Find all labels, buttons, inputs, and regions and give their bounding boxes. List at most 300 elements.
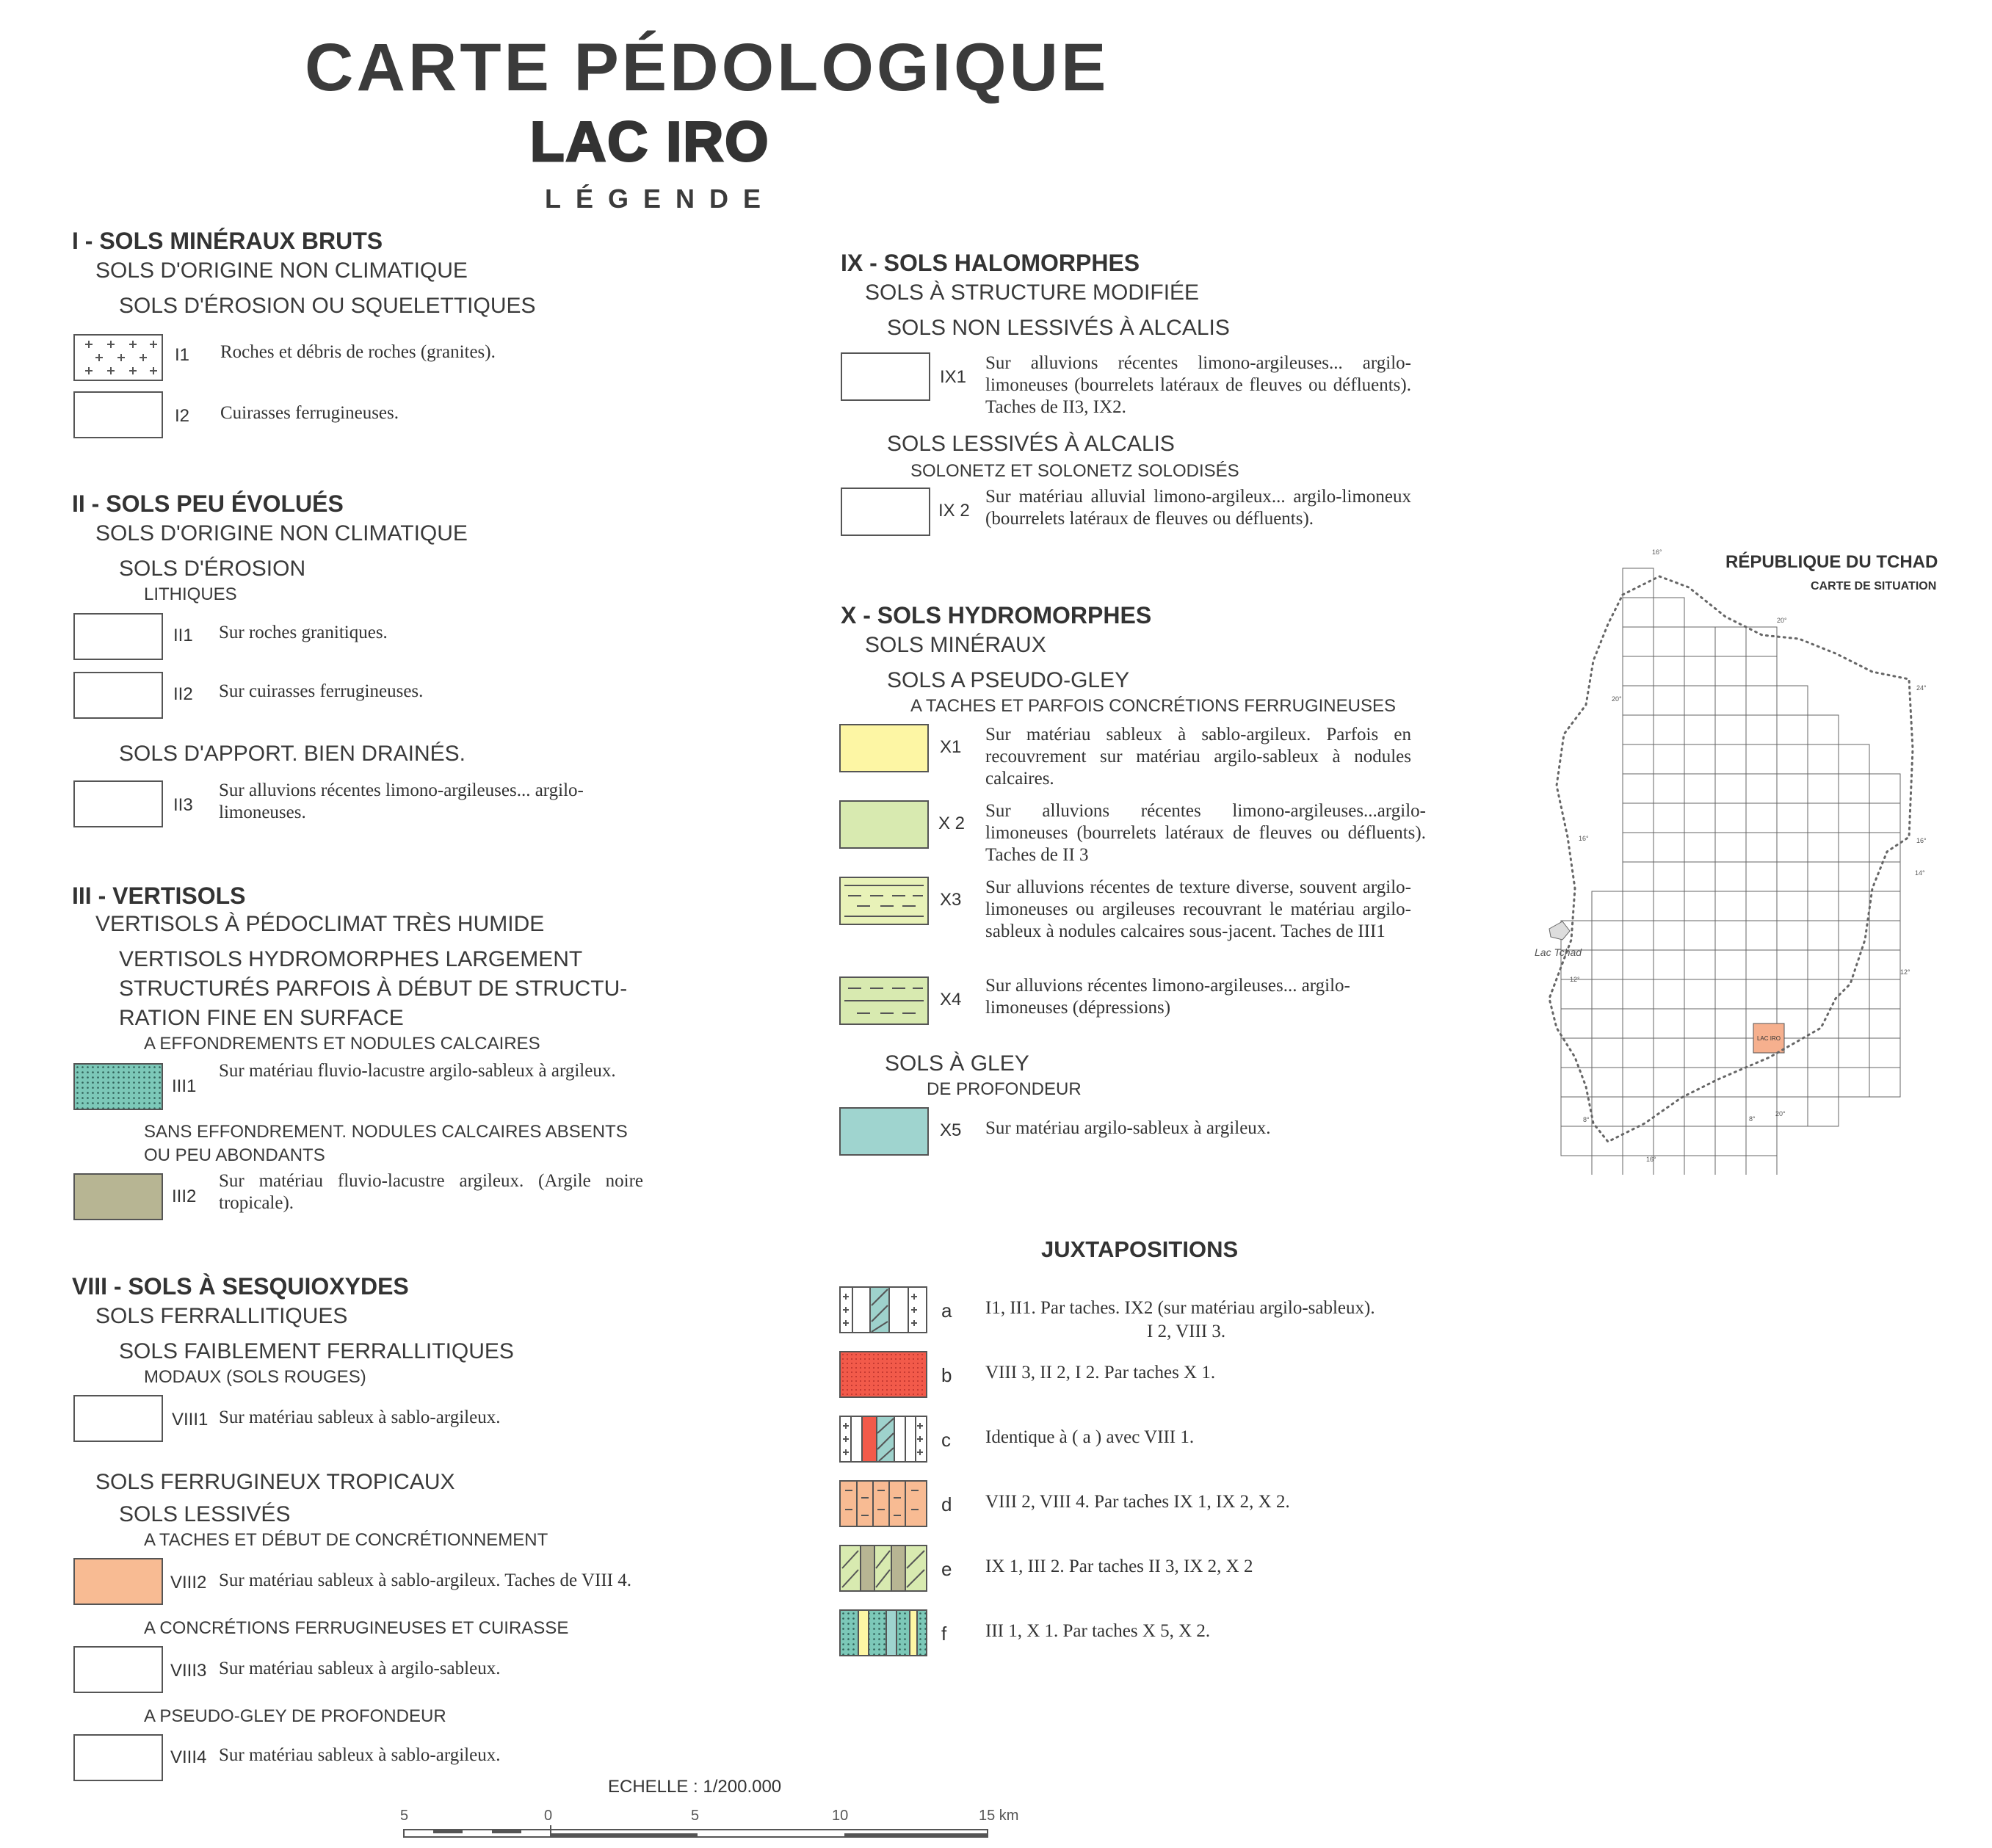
degree-label: 24°: [1916, 684, 1927, 692]
map-sheet-cell: [1715, 921, 1746, 950]
map-sheet-cell: [1715, 744, 1746, 774]
map-sheet-cell: [1839, 744, 1869, 774]
map-sheet-cell: [1777, 891, 1808, 921]
map-sheet-cell: [1869, 774, 1900, 803]
section-iii-heading: III - VERTISOLS: [72, 883, 246, 909]
map-sheet-cell: [1808, 803, 1839, 833]
map-sheet-cell: [1684, 774, 1715, 803]
section-ii-subheading: SOLS D'ORIGINE NON CLIMATIQUE: [95, 521, 468, 546]
section-ix-heading: IX - SOLS HALOMORPHES: [841, 250, 1140, 276]
map-sheet-cell: [1684, 979, 1715, 1009]
map-title: CARTE PÉDOLOGIQUE: [305, 30, 1109, 105]
degree-label: 14°: [1915, 869, 1925, 877]
map-sheet-cell: [1654, 891, 1684, 921]
map-sheet-cell: [1715, 656, 1746, 686]
section-iii-class-line2: STRUCTURÉS PARFOIS À DÉBUT DE STRUCTU-: [119, 976, 628, 1001]
dashed-pattern-green: [841, 978, 927, 1023]
map-sheet-cell: [1839, 1009, 1869, 1038]
map-sheet-cell: [1808, 774, 1839, 803]
map-sheet-cell: [1777, 833, 1808, 862]
degree-label: 8°: [1583, 1116, 1590, 1123]
situation-map: [1527, 543, 1938, 1175]
map-sheet-cell: [1715, 1156, 1746, 1175]
legend-code-x1: X1: [940, 737, 962, 757]
legend-code-ix2: IX 2: [938, 501, 970, 521]
map-sheet-cell: [1623, 833, 1654, 862]
legend-text-viii4: Sur matériau sableux à sablo-argileux.: [219, 1745, 501, 1765]
map-sheet-cell: [1715, 950, 1746, 979]
map-sheet-cell: [1777, 744, 1808, 774]
legend-text-ii3: Sur alluvions récentes limono-argileuses... argilo-limoneuses.: [219, 780, 584, 822]
map-sheet-cell: [1654, 979, 1684, 1009]
map-sheet-cell: [1684, 862, 1715, 891]
section-ix-subheading: SOLS À STRUCTURE MODIFIÉE: [865, 280, 1200, 305]
scale-bar-graphic: [400, 1824, 995, 1846]
map-sheet-cell: [1746, 1126, 1777, 1156]
dotted-pattern: [75, 1065, 162, 1109]
map-sheet-cell: [1592, 891, 1623, 921]
map-sheet-cell: [1592, 979, 1623, 1009]
map-sheet-cell: [1715, 891, 1746, 921]
map-sheet-cell: [1746, 833, 1777, 862]
section-viii-subclass-4: A PSEUDO-GLEY DE PROFONDEUR: [144, 1706, 446, 1726]
map-sheet-cell: [1869, 862, 1900, 891]
scale-tick-label: 5: [400, 1808, 409, 1824]
section-ii-class: SOLS D'ÉROSION: [119, 557, 306, 581]
map-sheet-cell: [1715, 979, 1746, 1009]
map-sheet-cell: [1654, 598, 1684, 627]
section-x-heading: X - SOLS HYDROMORPHES: [841, 602, 1152, 628]
map-sheet-cell: [1684, 833, 1715, 862]
degree-label: 16°: [1646, 1156, 1656, 1163]
map-sheet-cell: [1839, 1038, 1869, 1068]
map-sheet-cell: [1623, 715, 1654, 744]
map-sheet-cell: [1561, 1038, 1592, 1068]
map-sheet-cell: [1808, 1097, 1839, 1126]
map-sheet-cell: [1746, 891, 1777, 921]
map-sheet-cell: [1623, 862, 1654, 891]
map-sheet-cell: [1777, 803, 1808, 833]
map-sheet-cell: [1715, 1009, 1746, 1038]
juxt-pattern-d: [841, 1482, 926, 1526]
map-sheet-cell: [1623, 598, 1654, 627]
map-sheet-cell: [1654, 1038, 1684, 1068]
legend-swatch-i2: [73, 391, 163, 438]
legend-code-iii2: III2: [172, 1186, 197, 1206]
juxt-pattern-a: [841, 1288, 926, 1332]
map-sheet-cell: [1684, 1126, 1715, 1156]
section-x-subheading: SOLS MINÉRAUX: [865, 633, 1046, 657]
map-sheet-cell: [1623, 686, 1654, 715]
juxt-pattern-c: [841, 1417, 926, 1461]
legend-code-viii1: VIII1: [172, 1410, 209, 1430]
cross-pattern: [75, 336, 162, 380]
section-ix-class: SOLS NON LESSIVÉS À ALCALIS: [887, 316, 1230, 340]
legend-text-x5: Sur matériau argilo-sableux à argileux.: [985, 1118, 1271, 1138]
map-sheet-cell: [1869, 1038, 1900, 1068]
legend-code-ii3: II3: [173, 795, 193, 815]
juxt-text-e: IX 1, III 2. Par taches II 3, IX 2, X 2: [985, 1557, 1253, 1576]
section-i-subheading: SOLS D'ORIGINE NON CLIMATIQUE: [95, 258, 468, 283]
legend-text-ix1: Sur alluvions récentes limono-argileuses... argilo-limoneuses (bourrelets latéraux de fleuves ou défluents). Taches de II3, IX2.: [985, 353, 1411, 417]
map-sheet-cell: [1869, 1009, 1900, 1038]
map-sheet-cell: [1746, 1156, 1777, 1175]
juxt-text-a-line1: I1, II1. Par taches. IX2 (sur matériau argilo-sableux).: [985, 1298, 1375, 1318]
legend-code-viii3: VIII3: [170, 1661, 207, 1681]
juxtapositions-heading: JUXTAPOSITIONS: [1041, 1236, 1239, 1262]
map-sheet-cell: [1684, 656, 1715, 686]
map-sheet-cell: [1746, 950, 1777, 979]
section-viii-subclass-2: A TACHES ET DÉBUT DE CONCRÉTIONNEMENT: [144, 1530, 548, 1550]
map-sheet-cell: [1623, 568, 1654, 598]
map-sheet-cell: [1715, 862, 1746, 891]
map-sheet-cell: [1684, 1038, 1715, 1068]
olive-fill: [75, 1175, 162, 1219]
juxt-swatch-b: [839, 1351, 927, 1398]
map-sheet-cell: [1654, 950, 1684, 979]
map-sheet-cell: [1623, 1068, 1654, 1097]
map-sheet-cell: [1746, 803, 1777, 833]
map-sheet-cell: [1715, 1097, 1746, 1126]
section-iii-class-line3: RATION FINE EN SURFACE: [119, 1006, 404, 1030]
legend-text-viii2: Sur matériau sableux à sablo-argileux. Taches de VIII 4.: [219, 1570, 631, 1590]
map-sheet-cell: [1746, 921, 1777, 950]
degree-label: 16°: [1916, 837, 1927, 844]
teal-fill: [841, 1109, 927, 1154]
map-sheet-cell: [1654, 656, 1684, 686]
map-sheet-cell: [1684, 744, 1715, 774]
map-sheet-cell: [1623, 891, 1654, 921]
juxt-swatch-c: [839, 1416, 927, 1463]
legend-swatch-x2: [839, 800, 929, 849]
map-sheet-cell: [1654, 862, 1684, 891]
juxt-letter-c: c: [941, 1429, 951, 1451]
map-sheet-cell: [1839, 774, 1869, 803]
map-sheet-cell: [1746, 744, 1777, 774]
legend-code-x5: X5: [940, 1120, 962, 1140]
map-sheet-cell: [1808, 1038, 1839, 1068]
juxt-letter-d: d: [941, 1493, 952, 1515]
legend-text-ii2: Sur cuirasses ferrugineuses.: [219, 681, 424, 701]
lac-iro-cell-label: LAC IRO: [1756, 1035, 1781, 1042]
legend-code-ii2: II2: [173, 684, 193, 704]
dashed-pattern: [841, 878, 927, 924]
section-ii-subclass: LITHIQUES: [144, 584, 237, 604]
map-sheet-cell: [1592, 1097, 1623, 1126]
map-sheet-cell: [1654, 1068, 1684, 1097]
juxt-swatch-d: [839, 1480, 927, 1527]
map-sheet-cell: [1869, 803, 1900, 833]
legend-swatch-ii2: [73, 672, 163, 719]
map-sheet-cell: [1654, 921, 1684, 950]
map-sheet-cell: [1839, 1068, 1869, 1097]
section-i-heading: I - SOLS MINÉRAUX BRUTS: [72, 228, 383, 254]
section-viii-subheading: SOLS FERRALLITIQUES: [95, 1304, 348, 1328]
situation-map-title: RÉPUBLIQUE DU TCHAD: [1725, 552, 1938, 572]
juxt-pattern-e: [841, 1546, 926, 1590]
map-sheet-cell: [1777, 715, 1808, 744]
map-sheet-cell: [1808, 950, 1839, 979]
salmon-fill: [75, 1559, 162, 1604]
degree-label: 16°: [1652, 548, 1662, 556]
map-sheet-cell: [1623, 1009, 1654, 1038]
section-iii-subclass-2-line1: SANS EFFONDREMENT. NODULES CALCAIRES ABSENTS: [144, 1122, 628, 1142]
juxt-swatch-e: [839, 1545, 927, 1592]
legend-code-ix1: IX1: [940, 367, 967, 387]
map-sheet-cell: [1746, 686, 1777, 715]
map-sheet-cell: [1869, 979, 1900, 1009]
legend-text-x1: Sur matériau sableux à sablo-argileux. Parfois en recouvrement sur matériau argilo-sableux à nodules calcaires.: [985, 725, 1411, 789]
map-sheet-cell: [1654, 1009, 1684, 1038]
legend-text-i1: Roches et débris de roches (granites).: [220, 342, 496, 362]
map-sheet-cell: [1808, 891, 1839, 921]
map-sheet-cell: [1623, 921, 1654, 950]
map-sheet-cell: [1561, 1009, 1592, 1038]
map-sheet-cell: [1777, 1068, 1808, 1097]
map-sheet-cell: [1654, 774, 1684, 803]
section-i-class: SOLS D'ÉROSION OU SQUELETTIQUES: [119, 294, 536, 318]
legend-swatch-ix1: [841, 352, 930, 401]
map-sheet-cell: [1654, 627, 1684, 656]
section-viii-subclass-3: A CONCRÉTIONS FERRUGINEUSES ET CUIRASSE: [144, 1618, 569, 1638]
map-sheet-cell: [1684, 1068, 1715, 1097]
map-sheet-cell: [1777, 979, 1808, 1009]
map-sheet-cell: [1654, 1156, 1684, 1175]
map-sheet-cell: [1715, 715, 1746, 744]
map-sheet-cell: [1746, 715, 1777, 744]
juxt-swatch-f: [839, 1609, 927, 1656]
scale-tick-label: 10: [832, 1808, 849, 1824]
section-viii-subclass: MODAUX (SOLS ROUGES): [144, 1367, 366, 1387]
map-sheet-cell: [1654, 1097, 1684, 1126]
map-sheet-cell: [1684, 803, 1715, 833]
section-iii-subheading: VERTISOLS À PÉDOCLIMAT TRÈS HUMIDE: [95, 912, 545, 936]
map-sheet-cell: [1869, 1068, 1900, 1097]
lake-chad: [1549, 921, 1570, 940]
map-sheet-cell: [1592, 1009, 1623, 1038]
map-sheet-cell: [1869, 921, 1900, 950]
map-sheet-cell: [1561, 1126, 1592, 1156]
legend-text-x3: Sur alluvions récentes de texture diverse, souvent argilo-limoneuses ou argileuses recouvrant le matériau argilo-sableux à nodules calcaires sous-jacent. Taches de III1: [985, 877, 1411, 941]
map-sheet-cell: [1715, 686, 1746, 715]
map-sheet-cell: [1715, 627, 1746, 656]
degree-label: 12°: [1900, 968, 1910, 976]
legend-swatch-iii1: [73, 1063, 163, 1110]
legend-text-viii3: Sur matériau sableux à argilo-sableux.: [219, 1659, 501, 1678]
map-sheet-cell: [1839, 803, 1869, 833]
map-sheet-cell: [1592, 1068, 1623, 1097]
section-viii-subheading-2: SOLS FERRUGINEUX TROPICAUX: [95, 1470, 455, 1494]
juxt-letter-e: e: [941, 1558, 952, 1580]
map-sheet-cell: [1715, 1038, 1746, 1068]
situation-map-subtitle: CARTE DE SITUATION: [1811, 580, 1937, 593]
map-sheet-cell: [1839, 833, 1869, 862]
legend-swatch-ix2: [841, 488, 930, 536]
legend-text-iii1: Sur matériau fluvio-lacustre argilo-sableux à argileux.: [219, 1061, 616, 1081]
situation-map-grid: [1527, 543, 1938, 1175]
legend-code-x2: X 2: [938, 814, 966, 833]
legend-code-i1: I1: [175, 345, 190, 365]
section-x-class: SOLS A PSEUDO-GLEY: [887, 668, 1130, 692]
juxt-text-d: VIII 2, VIII 4. Par taches IX 1, IX 2, X 2.: [985, 1492, 1290, 1512]
map-sheet-cell: [1808, 715, 1839, 744]
map-subtitle: LAC IRO: [530, 111, 770, 173]
degree-label: 16°: [1579, 835, 1589, 842]
legend-text-x4: Sur alluvions récentes limono-argileuses... argilo-limoneuses (dépressions): [985, 976, 1350, 1018]
section-ix-subclass: SOLONETZ ET SOLONETZ SOLODISÉS: [910, 461, 1239, 481]
map-sheet-cell: [1623, 979, 1654, 1009]
map-sheet-cell: [1623, 744, 1654, 774]
juxt-letter-a: a: [941, 1300, 952, 1322]
map-sheet-cell: [1654, 744, 1684, 774]
map-sheet-cell: [1623, 627, 1654, 656]
scale-label: ECHELLE : 1/200.000: [608, 1777, 782, 1797]
legend-swatch-viii4: [73, 1734, 163, 1781]
degree-label: 20°: [1777, 617, 1787, 624]
map-sheet-cell: [1684, 627, 1715, 656]
section-x-subclass-2: DE PROFONDEUR: [927, 1079, 1082, 1099]
legend-code-viii2: VIII2: [170, 1573, 207, 1592]
legend-swatch-viii3: [73, 1646, 163, 1693]
section-iii-subclass-1: A EFFONDREMENTS ET NODULES CALCAIRES: [144, 1034, 540, 1054]
map-sheet-cell: [1839, 979, 1869, 1009]
section-ix-class-2: SOLS LESSIVÉS À ALCALIS: [887, 432, 1175, 456]
juxt-letter-b: b: [941, 1364, 952, 1386]
section-iii-class-line1: VERTISOLS HYDROMORPHES LARGEMENT: [119, 947, 583, 971]
map-sheet-cell: [1684, 921, 1715, 950]
map-sheet-cell: [1746, 979, 1777, 1009]
legend-code-ii1: II1: [173, 626, 193, 645]
legend-swatch-iii2: [73, 1173, 163, 1220]
map-sheet-cell: [1684, 950, 1715, 979]
scale-tick-label: 15 km: [979, 1808, 1019, 1824]
map-sheet-cell: [1777, 950, 1808, 979]
map-sheet-cell: [1808, 833, 1839, 862]
juxt-pattern-f: [841, 1611, 926, 1655]
section-x-subclass: A TACHES ET PARFOIS CONCRÉTIONS FERRUGINEUSES: [910, 696, 1396, 716]
legend-code-i2: I2: [175, 406, 190, 426]
map-sheet-cell: [1684, 1097, 1715, 1126]
map-sheet-cell: [1808, 1068, 1839, 1097]
map-sheet-cell: [1592, 921, 1623, 950]
juxt-text-b: VIII 3, II 2, I 2. Par taches X 1.: [985, 1363, 1216, 1383]
map-sheet-cell: [1623, 656, 1654, 686]
map-sheet-cell: [1839, 862, 1869, 891]
juxt-text-c: Identique à ( a ) avec VIII 1.: [985, 1427, 1195, 1447]
map-sheet-cell: [1746, 627, 1777, 656]
map-sheet-cell: [1777, 862, 1808, 891]
legend-swatch-viii1: [73, 1395, 163, 1442]
map-sheet-cell: [1746, 774, 1777, 803]
map-sheet-cell: [1715, 1068, 1746, 1097]
legend-swatch-x5: [839, 1107, 929, 1156]
legend-text-ii1: Sur roches granitiques.: [219, 623, 388, 642]
map-sheet-cell: [1777, 921, 1808, 950]
yellow-fill: [841, 725, 927, 771]
legend-text-i2: Cuirasses ferrugineuses.: [220, 403, 399, 423]
legend-code-viii4: VIII4: [170, 1747, 207, 1767]
section-ii-class-2: SOLS D'APPORT. BIEN DRAINÉS.: [119, 742, 466, 766]
map-sheet-cell: [1592, 950, 1623, 979]
map-sheet-cell: [1623, 1097, 1654, 1126]
lake-label: Lac Tchad: [1535, 946, 1582, 958]
legend-code-x3: X3: [940, 890, 962, 910]
map-sheet-cell: [1592, 1156, 1623, 1175]
map-sheet-cell: [1808, 979, 1839, 1009]
map-sheet-cell: [1746, 656, 1777, 686]
map-sheet-cell: [1808, 921, 1839, 950]
section-viii-heading: VIII - SOLS À SESQUIOXYDES: [72, 1273, 409, 1300]
country-border: [1549, 576, 1913, 1142]
legend-code-iii1: III1: [172, 1076, 197, 1096]
section-viii-class: SOLS FAIBLEMENT FERRALLITIQUES: [119, 1339, 514, 1363]
juxt-letter-f: f: [941, 1623, 947, 1645]
map-sheet-cell: [1746, 1068, 1777, 1097]
scale-tick-label: 5: [691, 1808, 700, 1824]
map-sheet-cell: [1623, 803, 1654, 833]
map-sheet-cell: [1623, 950, 1654, 979]
map-sheet-cell: [1715, 833, 1746, 862]
green-fill: [841, 802, 927, 847]
map-sheet-cell: [1684, 1156, 1715, 1175]
section-iii-subclass-2-line2: OU PEU ABONDANTS: [144, 1145, 325, 1165]
map-sheet-cell: [1592, 1038, 1623, 1068]
legend-swatch-x3: [839, 877, 929, 925]
map-sheet-cell: [1654, 686, 1684, 715]
legend-text-iii2: Sur matériau fluvio-lacustre argileux. (Argile noire tropicale).: [219, 1171, 643, 1213]
map-sheet-cell: [1746, 862, 1777, 891]
legend-swatch-x1: [839, 724, 929, 772]
juxt-pattern-b: [841, 1352, 926, 1396]
map-sheet-cell: [1684, 1009, 1715, 1038]
legend-swatch-i1: [73, 334, 163, 381]
map-sheet-cell: [1715, 774, 1746, 803]
map-sheet-cell: [1623, 1038, 1654, 1068]
degree-label: 12°: [1570, 976, 1580, 983]
map-sheet-cell: [1777, 774, 1808, 803]
map-sheet-cell: [1654, 715, 1684, 744]
map-sheet-cell: [1777, 686, 1808, 715]
map-sheet-cell: [1715, 803, 1746, 833]
map-sheet-cell: [1654, 833, 1684, 862]
map-sheet-cell: [1808, 862, 1839, 891]
map-sheet-cell: [1623, 1126, 1654, 1156]
juxt-text-f: III 1, X 1. Par taches X 5, X 2.: [985, 1621, 1211, 1641]
map-sheet-cell: [1684, 715, 1715, 744]
degree-label: 20°: [1612, 695, 1622, 703]
legend-swatch-ii1: [73, 613, 163, 660]
map-sheet-cell: [1561, 979, 1592, 1009]
degree-label: 8°: [1749, 1115, 1756, 1123]
section-viii-class-2: SOLS LESSIVÉS: [119, 1502, 291, 1526]
legend-text-x2: Sur alluvions récentes limono-argileuses...argilo-limoneuses (bourrelets latéraux de fleuves ou défluents). Taches de II 3: [985, 801, 1426, 865]
map-sheet-cell: [1684, 891, 1715, 921]
map-sheet-cell: [1684, 686, 1715, 715]
map-sheet-cell: [1654, 803, 1684, 833]
map-sheet-cell: [1869, 950, 1900, 979]
section-ii-heading: II - SOLS PEU ÉVOLUÉS: [72, 490, 344, 517]
legend-text-ix2: Sur matériau alluvial limono-argileux... argilo-limoneux (bourrelets latéraux de fleuves ou défluents).: [985, 487, 1411, 529]
legend-text-viii1: Sur matériau sableux à sablo-argileux.: [219, 1407, 501, 1427]
legend-code-x4: X4: [940, 990, 962, 1010]
section-x-class-2: SOLS À GLEY: [885, 1051, 1029, 1076]
map-sheet-cell: [1715, 1126, 1746, 1156]
legend-swatch-x4: [839, 976, 929, 1025]
juxt-text-a-line2: I 2, VIII 3.: [1147, 1322, 1226, 1341]
map-sheet-cell: [1623, 774, 1654, 803]
legend-swatch-viii2: [73, 1558, 163, 1605]
scale-tick-label: 0: [544, 1808, 553, 1824]
